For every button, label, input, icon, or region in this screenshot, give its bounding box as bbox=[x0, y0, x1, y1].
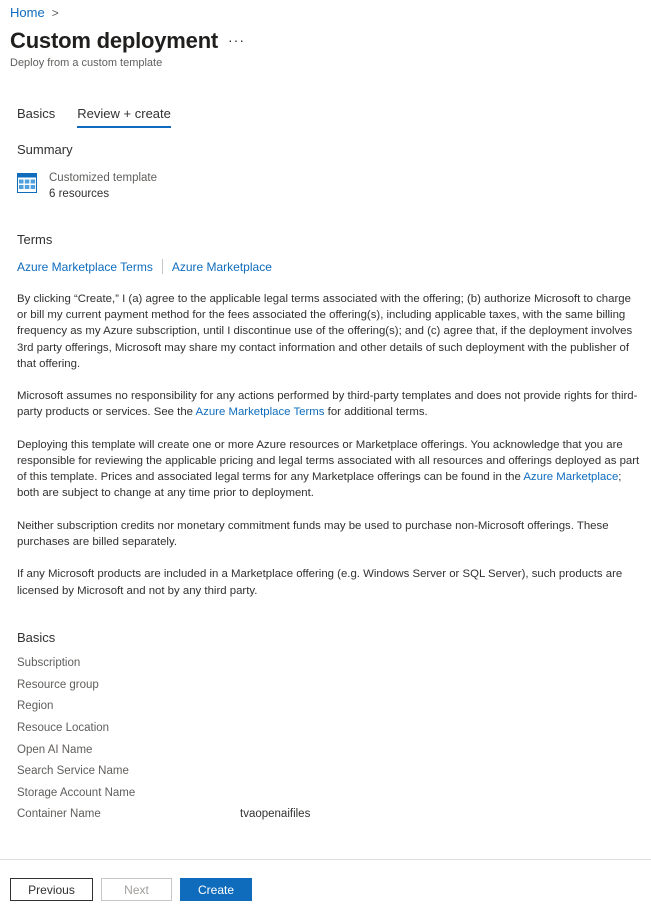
terms-links bbox=[17, 259, 272, 274]
field-label: Container Name bbox=[17, 808, 101, 820]
terms-body bbox=[17, 291, 641, 615]
basics-heading: Basics bbox=[17, 630, 56, 645]
template-grid-icon bbox=[17, 173, 37, 193]
azure-marketplace-link[interactable]: Azure Marketplace bbox=[171, 259, 272, 274]
page-subtitle: Deploy from a custom template bbox=[10, 57, 163, 69]
field-container-name bbox=[17, 808, 311, 820]
tab-basics[interactable]: Basics bbox=[17, 106, 56, 121]
field-openai-name bbox=[17, 744, 92, 756]
breadcrumb bbox=[10, 5, 59, 20]
field-subscription bbox=[17, 657, 80, 669]
inline-marketplace-terms-link[interactable]: Azure Marketplace Terms bbox=[195, 406, 325, 419]
summary-row bbox=[17, 170, 157, 202]
template-name: Customized template bbox=[49, 172, 158, 184]
azure-marketplace-terms-link[interactable]: Azure Marketplace Terms bbox=[17, 259, 153, 274]
terms-text: for additional terms. bbox=[324, 406, 428, 419]
page-title: Custom deployment bbox=[10, 28, 219, 53]
terms-paragraph: By clicking “Create,” I (a) agree to the applicable legal terms associated with the offering; (b) authorize Microsoft to charge or bill my current payment method for the fees associated the offering(s), including applicable taxes, with the same billing frequency as my Azure subscription, until I discontinue use of the offering(s); and (c) agree that, if the deployment involves 3rd party offerings, Microsoft may share my contact information and other details of such deployment with the publisher of that offering. bbox=[17, 293, 633, 370]
terms-paragraph: Neither subscription credits nor monetary commitment funds may be used to purchase non-Microsoft offerings. These purchases are billed separately. bbox=[17, 519, 609, 548]
field-resource-location bbox=[17, 722, 109, 734]
field-search-service-name bbox=[17, 765, 129, 777]
terms-text: Microsoft assumes no responsibility for any actions performed by third-party templates and does not provide rights for third-party products or services. See the bbox=[17, 390, 638, 419]
field-region bbox=[17, 700, 53, 712]
breadcrumb-home-link[interactable]: Home bbox=[10, 5, 45, 20]
field-label: Search Service Name bbox=[17, 765, 129, 777]
footer-divider bbox=[0, 859, 651, 860]
field-label: Subscription bbox=[17, 657, 81, 669]
field-label: Region bbox=[17, 700, 54, 712]
previous-button[interactable]: Previous bbox=[10, 878, 93, 901]
summary-heading: Summary bbox=[17, 142, 73, 157]
create-button[interactable]: Create bbox=[180, 878, 252, 901]
tab-review-create[interactable]: Review + create bbox=[77, 106, 171, 128]
chevron-right-icon: > bbox=[51, 5, 59, 20]
terms-text: ; both are subject to change at any time prior to deployment. bbox=[17, 471, 622, 500]
summary-text bbox=[49, 170, 157, 202]
terms-heading: Terms bbox=[17, 232, 53, 247]
field-value: tvaopenaifiles bbox=[240, 808, 311, 820]
next-button: Next bbox=[101, 878, 172, 901]
terms-paragraph bbox=[17, 437, 641, 502]
field-resource-group bbox=[17, 679, 99, 691]
field-label: Open AI Name bbox=[17, 744, 93, 756]
field-label: Storage Account Name bbox=[17, 787, 136, 799]
field-label: Resource group bbox=[17, 679, 99, 691]
more-options-icon[interactable]: ··· bbox=[228, 32, 245, 48]
terms-paragraph: If any Microsoft products are included in a Marketplace offering (e.g. Windows Server or SQL Server), such products are licensed by Microsoft and not by any third party. bbox=[17, 568, 623, 597]
inline-marketplace-link[interactable]: Azure Marketplace bbox=[523, 471, 619, 484]
terms-paragraph bbox=[17, 388, 641, 420]
field-storage-account-name bbox=[17, 787, 135, 799]
resource-count: 6 resources bbox=[49, 188, 110, 200]
field-label: Resouce Location bbox=[17, 722, 110, 734]
wizard-tabs bbox=[17, 106, 193, 128]
link-divider bbox=[162, 259, 163, 274]
terms-text: Deploying this template will create one or more Azure resources or Marketplace offerings. You acknowledge that you are responsible for reviewing the applicable pricing and legal terms associated with all resources and offerings deployed as part of this template. Prices and associated legal terms for any Marketplace offerings can be found in the bbox=[17, 438, 640, 484]
